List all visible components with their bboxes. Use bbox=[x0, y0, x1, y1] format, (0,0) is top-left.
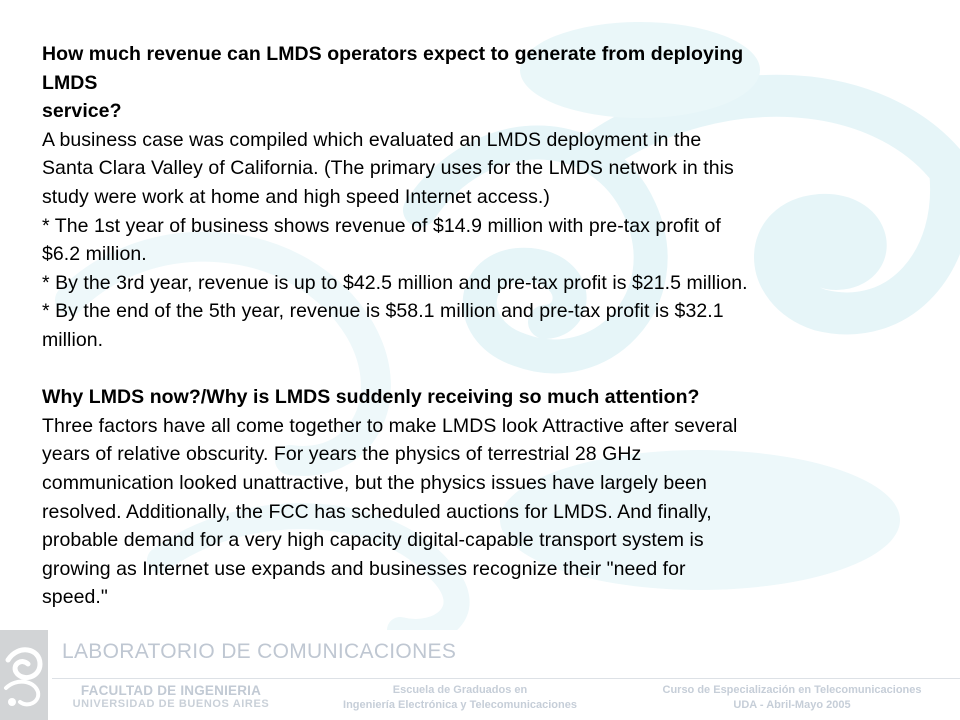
graduate-school-line-1: Escuela de Graduados en bbox=[392, 684, 528, 696]
revenue-bullet-line-2: $6.2 million. bbox=[42, 243, 147, 266]
course-block bbox=[632, 683, 952, 713]
slide-text bbox=[42, 40, 922, 612]
revenue-bullet-line-5: million. bbox=[42, 328, 104, 351]
revenue-question-heading-line-1: How much revenue can LMDS operators expect to generate from deploying bbox=[42, 43, 744, 65]
revenue-bullet-line-4: * By the end of the 5th year, revenue is $58.1 million and pre-tax profit is $32.1 bbox=[42, 300, 724, 323]
university-name: UNIVERSIDAD DE BUENOS AIRES bbox=[72, 698, 270, 710]
graduate-school-block bbox=[310, 683, 610, 713]
why-lmds-line-5: probable demand for a very high capacity digital-capable transport system is bbox=[42, 529, 704, 552]
faculty-name: FACULTAD DE INGENIERIA bbox=[80, 683, 262, 698]
faculty-block bbox=[66, 683, 276, 710]
why-lmds-line-3: communication looked unattractive, but the physics issues have largely been bbox=[42, 471, 707, 494]
revenue-question-heading-line-2: LMDS bbox=[42, 71, 98, 94]
graduate-school-line-2: Ingeniería Electrónica y Telecomunicaciones bbox=[343, 699, 577, 711]
revenue-bullet-line-3: * By the 3rd year, revenue is up to $42.5 million and pre-tax profit is $21.5 million. bbox=[42, 271, 748, 294]
why-lmds-heading: Why LMDS now?/Why is LMDS suddenly receiving so much attention? bbox=[42, 386, 700, 409]
business-case-line-1: A business case was compiled which evaluated an LMDS deployment in the bbox=[42, 128, 702, 151]
lab-title: LABORATORIO DE COMUNICACIONES bbox=[62, 640, 457, 663]
why-lmds-line-4: resolved. Additionally, the FCC has scheduled auctions for LMDS. And finally, bbox=[42, 500, 712, 523]
course-date: UDA - Abril-Mayo 2005 bbox=[733, 699, 851, 711]
business-case-line-3: study were work at home and high speed Internet access.) bbox=[42, 185, 550, 208]
course-name: Curso de Especialización en Telecomunicaciones bbox=[662, 684, 922, 696]
faculty-logo bbox=[0, 630, 48, 720]
footer-divider bbox=[52, 678, 960, 679]
revenue-question-heading-line-3: service? bbox=[42, 100, 122, 123]
why-lmds-line-1: Three factors have all come together to make LMDS look Attractive after several bbox=[42, 414, 738, 437]
why-lmds-line-7: speed." bbox=[42, 586, 108, 609]
why-lmds-line-6: growing as Internet use expands and businesses recognize their "need for bbox=[42, 557, 686, 580]
business-case-line-2: Santa Clara Valley of California. (The primary uses for the LMDS network in this bbox=[42, 157, 734, 180]
paragraph-spacer bbox=[42, 355, 922, 384]
revenue-bullet-line-1: * The 1st year of business shows revenue of $14.9 million with pre-tax profit of bbox=[42, 214, 721, 237]
why-lmds-line-2: years of relative obscurity. For years the physics of terrestrial 28 GHz bbox=[42, 443, 642, 466]
faculty-logo-icon bbox=[0, 630, 48, 720]
